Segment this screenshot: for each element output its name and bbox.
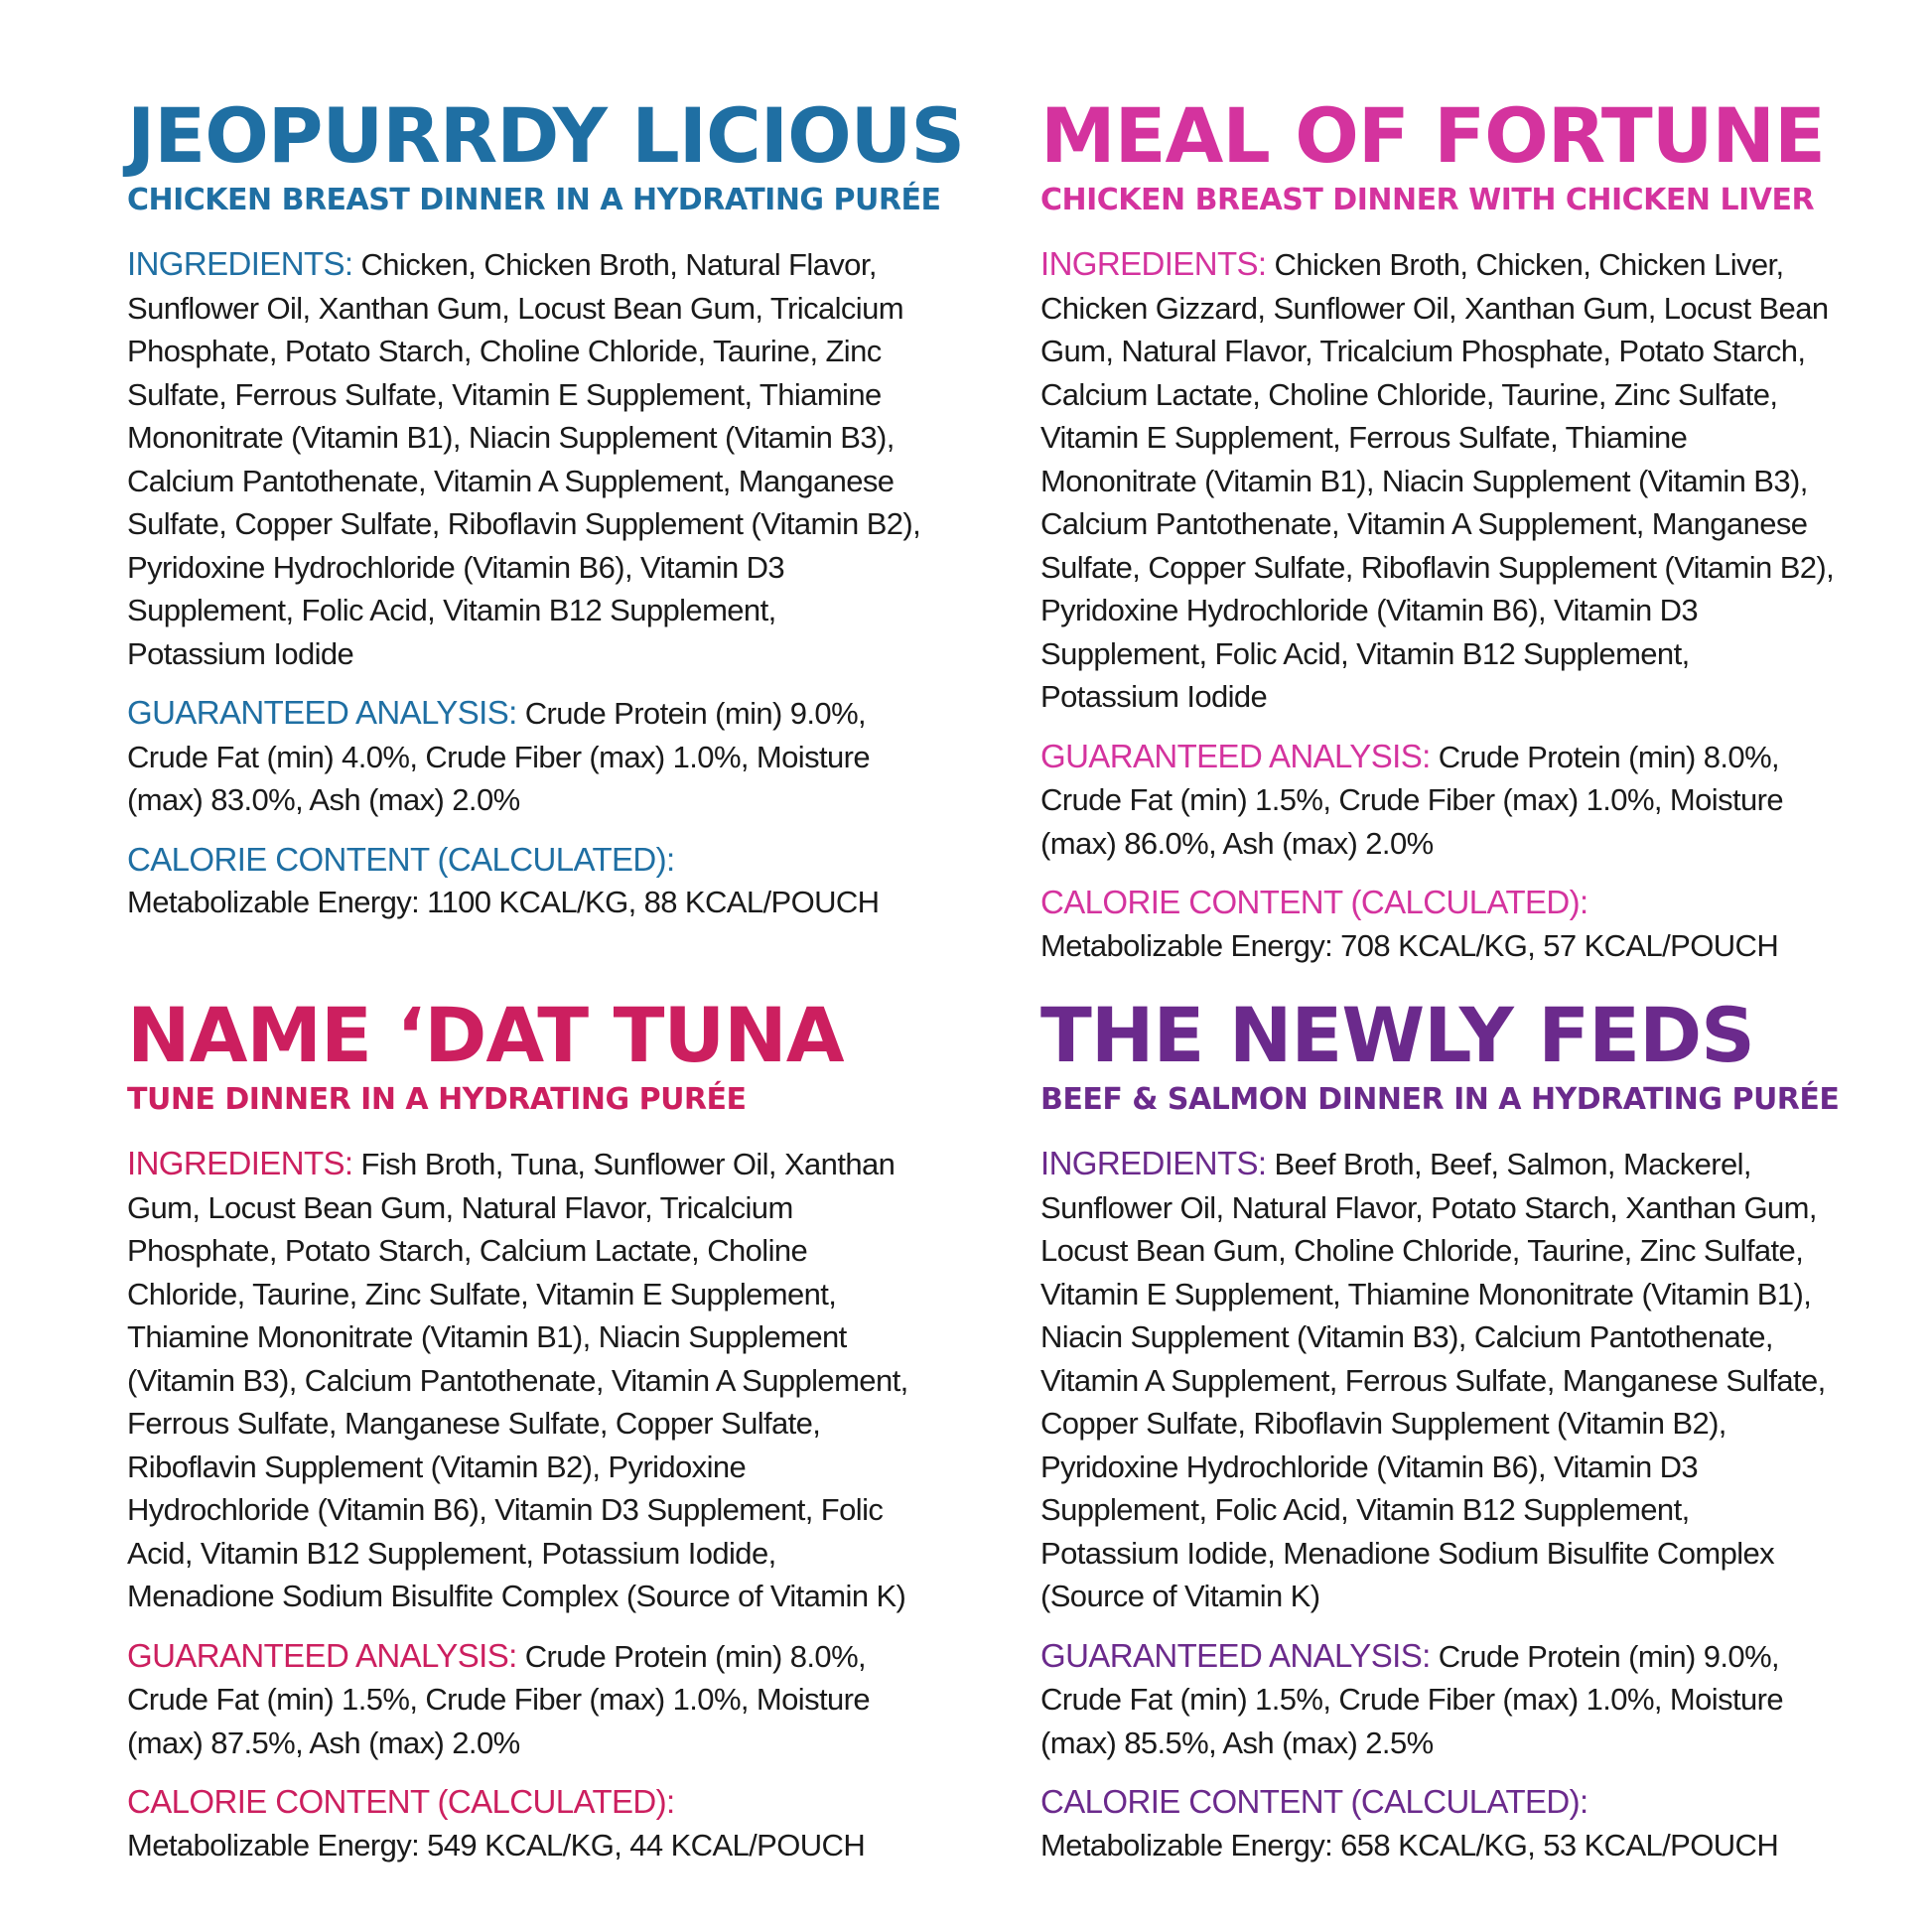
calorie-content-block: [1040, 881, 1835, 967]
ingredients-block: [127, 1142, 921, 1618]
calorie-content-block: [127, 838, 921, 924]
calorie-label: CALORIE CONTENT (CALCULATED):: [127, 840, 675, 878]
calorie-label: CALORIE CONTENT (CALCULATED):: [1040, 1783, 1588, 1820]
ingredients-text: Chicken Broth, Chicken, Chicken Liver, Chicken Gizzard, Sunflower Oil, Xanthan Gum, Locust Bean Gum, Natural Flavor, Tricalcium Phosphate, Potato Starch, Calcium Lactate, Choline Chloride, Taurine, Zinc Sulfate, Vitamin E Supplement, Ferrous Sulfate, Thiamine Mononitrate (Vitamin B1), Niacin Supplement (Vitamin B3), Calcium Pantothenate, Vitamin A Supplement, Manganese Sulfate, Copper Sulfate, Riboflavin Supplement (Vitamin B2), Pyridoxine Hydrochloride (Vitamin B6), Vitamin D3 Supplement, Folic Acid, Vitamin B12 Supplement, Potassium Iodide: [1040, 247, 1835, 714]
analysis-text: Crude Protein (min) 8.0%, Crude Fat (min) 1.5%, Crude Fiber (max) 1.0%, Moisture (max) 87.5%, Ash (max) 2.0%: [127, 1638, 871, 1760]
guaranteed-analysis-block: [1040, 1634, 1835, 1765]
analysis-label: GUARANTEED ANALYSIS:: [1040, 1636, 1431, 1674]
product-subtitle: CHICKEN BREAST DINNER WITH CHICKEN LIVER: [1040, 183, 1815, 217]
calorie-text: Metabolizable Energy: 1100 KCAL/KG, 88 KCAL/POUCH: [127, 885, 880, 919]
product-subtitle: TUNE DINNER IN A HYDRATING PURÉE: [127, 1082, 747, 1117]
calorie-content-block: [127, 1780, 921, 1866]
analysis-text: Crude Protein (min) 9.0%, Crude Fat (min) 1.5%, Crude Fiber (max) 1.0%, Moisture (max) 85.5%, Ash (max) 2.5%: [1040, 1638, 1784, 1760]
guaranteed-analysis-block: [127, 691, 921, 822]
product-title: THE NEWLY FEDS: [1040, 991, 1754, 1079]
ingredients-block: [1040, 1142, 1835, 1618]
ingredients-label: INGREDIENTS:: [127, 245, 353, 282]
calorie-label: CALORIE CONTENT (CALCULATED):: [127, 1783, 675, 1820]
analysis-label: GUARANTEED ANALYSIS:: [127, 694, 517, 731]
analysis-text: Crude Protein (min) 8.0%, Crude Fat (min) 1.5%, Crude Fiber (max) 1.0%, Moisture (max) 86.0%, Ash (max) 2.0%: [1040, 739, 1784, 861]
product-panel-name-dat-tuna: [127, 991, 921, 1882]
analysis-text: Crude Protein (min) 9.0%, Crude Fat (min) 4.0%, Crude Fiber (max) 1.0%, Moisture (max) 83.0%, Ash (max) 2.0%: [127, 696, 871, 817]
ingredients-label: INGREDIENTS:: [127, 1145, 353, 1181]
product-title: MEAL OF FORTUNE: [1040, 91, 1825, 180]
ingredients-label: INGREDIENTS:: [1040, 245, 1267, 282]
guaranteed-analysis-block: [1040, 735, 1835, 866]
calorie-text: Metabolizable Energy: 708 KCAL/KG, 57 KCAL/POUCH: [1040, 927, 1779, 963]
analysis-label: GUARANTEED ANALYSIS:: [127, 1636, 517, 1674]
product-panel-the-newly-feds: [1040, 991, 1840, 1882]
product-subtitle: CHICKEN BREAST DINNER IN A HYDRATING PURÉE: [127, 183, 941, 217]
product-subtitle: BEEF & SALMON DINNER IN A HYDRATING PURÉE: [1040, 1082, 1840, 1117]
analysis-label: GUARANTEED ANALYSIS:: [1040, 737, 1431, 774]
ingredients-text: Beef Broth, Beef, Salmon, Mackerel, Sunflower Oil, Natural Flavor, Potato Starch, Xanthan Gum, Locust Bean Gum, Choline Chloride, Taurine, Zinc Sulfate, Vitamin E Supplement, Thiamine Mononitrate (Vitamin B1), Niacin Supplement (Vitamin B3), Calcium Pantothenate, Vitamin A Supplement, Ferrous Sulfate, Manganese Sulfate, Copper Sulfate, Riboflavin Supplement (Vitamin B2), Pyridoxine Hydrochloride (Vitamin B6), Vitamin D3 Supplement, Folic Acid, Vitamin B12 Supplement, Potassium Iodide, Menadione Sodium Bisulfite Complex (Source of Vitamin K): [1040, 1147, 1826, 1613]
calorie-label: CALORIE CONTENT (CALCULATED):: [1040, 884, 1588, 920]
product-title: NAME ‘DAT TUNA: [127, 991, 844, 1079]
ingredients-label: INGREDIENTS:: [1040, 1145, 1267, 1181]
calorie-text: Metabolizable Energy: 658 KCAL/KG, 53 KCAL/POUCH: [1040, 1827, 1779, 1863]
calorie-content-block: [1040, 1780, 1835, 1866]
ingredients-block: [127, 242, 921, 675]
product-panel-jeopurrdy-licious: [127, 91, 965, 940]
ingredients-block: [1040, 242, 1835, 719]
product-panel-meal-of-fortune: [1040, 91, 1835, 983]
ingredients-text: Fish Broth, Tuna, Sunflower Oil, Xanthan Gum, Locust Bean Gum, Natural Flavor, Tricalcium Phosphate, Potato Starch, Calcium Lactate, Choline Chloride, Taurine, Zinc Sulfate, Vitamin E Supplement, Thiamine Mononitrate (Vitamin B1), Niacin Supplement (Vitamin B3), Calcium Pantothenate, Vitamin A Supplement, Ferrous Sulfate, Manganese Sulfate, Copper Sulfate, Riboflavin Supplement (Vitamin B2), Pyridoxine Hydrochloride (Vitamin B6), Vitamin D3 Supplement, Folic Acid, Vitamin B12 Supplement, Potassium Iodide, Menadione Sodium Bisulfite Complex (Source of Vitamin K): [127, 1147, 908, 1613]
calorie-text: Metabolizable Energy: 549 KCAL/KG, 44 KCAL/POUCH: [127, 1827, 866, 1863]
guaranteed-analysis-block: [127, 1634, 921, 1765]
product-title: JEOPURRDY LICIOUS: [127, 91, 965, 180]
ingredients-text: Chicken, Chicken Broth, Natural Flavor, Sunflower Oil, Xanthan Gum, Locust Bean Gum, Tricalcium Phosphate, Potato Starch, Choline Chloride, Taurine, Zinc Sulfate, Ferrous Sulfate, Vitamin E Supplement, Thiamine Mononitrate (Vitamin B1), Niacin Supplement (Vitamin B3), Calcium Pantothenate, Vitamin A Supplement, Manganese Sulfate, Copper Sulfate, Riboflavin Supplement (Vitamin B2), Pyridoxine Hydrochloride (Vitamin B6), Vitamin D3 Supplement, Folic Acid, Vitamin B12 Supplement, Potassium Iodide: [127, 247, 921, 671]
